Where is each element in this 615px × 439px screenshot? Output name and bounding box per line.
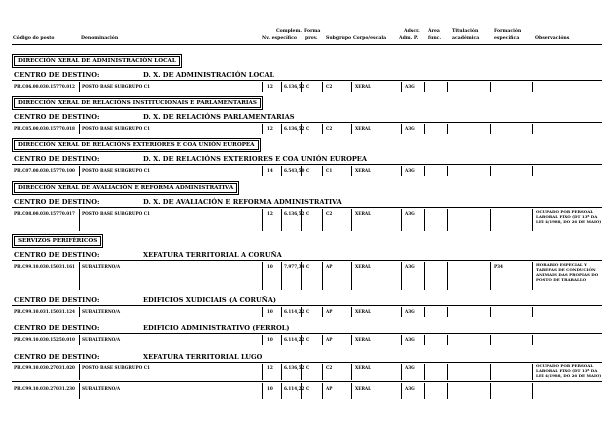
cell-divider (447, 335, 448, 345)
col-header-denominacion: Denominación (81, 36, 119, 41)
row-adscr: A3G (405, 168, 415, 173)
cell-divider (532, 124, 533, 134)
cell-divider (490, 335, 491, 345)
cell-divider (301, 335, 302, 345)
cell-divider (351, 124, 352, 134)
cell-divider (281, 262, 282, 290)
col-header-func: func. (428, 36, 442, 41)
cell-divider (351, 307, 352, 317)
row-denominacion: POSTO BASE SUBGRUPO C1 (82, 168, 151, 173)
cell-divider (447, 124, 448, 134)
row-complem: 6.136,52 (284, 211, 305, 216)
row-subgrupo: C2 (326, 211, 333, 216)
cell-divider (351, 262, 352, 290)
cell-divider (424, 307, 425, 317)
row-codigo: PR.C99.10.031.15031.124 (14, 309, 75, 314)
cell-divider (281, 82, 282, 92)
row-complem: 7.977,34 (284, 264, 305, 269)
cell-divider (351, 383, 352, 399)
cell-divider (301, 166, 302, 176)
cell-divider (301, 124, 302, 134)
row-adscr: A3G (405, 126, 415, 131)
row-adscr: A3G (405, 337, 415, 342)
cell-divider (262, 307, 263, 317)
cell-divider (262, 383, 263, 399)
row-subgrupo: AP (326, 337, 333, 342)
cell-divider (281, 124, 282, 134)
cell-divider (490, 383, 491, 399)
cell-divider (424, 209, 425, 231)
cell-divider (79, 364, 80, 380)
row-forma: C (306, 84, 310, 89)
cell-divider (322, 307, 323, 317)
cell-divider (281, 209, 282, 231)
cell-divider (490, 364, 491, 380)
row-forma: C (306, 168, 310, 173)
row-subgrupo: C2 (326, 126, 333, 131)
cell-divider (322, 383, 323, 399)
centro-label: CENTRO DE DESTINO: (14, 353, 100, 361)
row-forma: C (306, 309, 310, 314)
col-header-titulacion: Titulación (452, 29, 479, 34)
row-complem: 6.136,52 (284, 126, 305, 131)
row-forma: C (306, 264, 310, 269)
row-complem: 6.114,22 (284, 386, 305, 391)
cell-divider (424, 335, 425, 345)
cell-divider (322, 364, 323, 380)
row-codigo: PR.C99.10.030.15250.010 (14, 337, 75, 342)
cell-divider (79, 383, 80, 399)
cell-divider (79, 166, 80, 176)
row-adscr: A3G (405, 264, 415, 269)
centro-label: CENTRO DE DESTINO: (14, 324, 100, 332)
row-observacions: OCUPADO POR PERSOAL LABORAL FIXO (DT 13ª DA LEI 4/1988, DO 26 DE MAIO) (536, 209, 602, 224)
row-rule (12, 305, 602, 306)
cell-divider (490, 262, 491, 290)
row-rule (12, 122, 602, 123)
cell-divider (301, 364, 302, 380)
cell-divider (79, 82, 80, 92)
cell-divider (351, 335, 352, 345)
col-header-area: Área (428, 29, 440, 34)
centro-value: D. X. DE ADMINISTRACIÓN LOCAL (143, 71, 275, 79)
row-subgrupo: AP (326, 309, 333, 314)
row-denominacion: SUBALTERNO/A (82, 264, 121, 269)
row-denominacion: SUBALTERNO/A (82, 309, 121, 314)
row-formacion: P34 (494, 264, 503, 269)
row-observacions: OCUPADO POR PERSOAL LABORAL FIXO (DT 13ª DA LEI 4/1988, DO 26 DE MAIO) (536, 363, 602, 378)
col-header-observacions: Observacións (535, 36, 570, 41)
row-nivel: 12 (267, 126, 273, 131)
row-codigo: PR.C07.00.030.15770.100 (14, 168, 75, 173)
cell-divider (401, 383, 402, 399)
cell-divider (262, 262, 263, 290)
row-adscr: A3G (405, 84, 415, 89)
cell-divider (401, 364, 402, 380)
cell-divider (447, 364, 448, 380)
cell-divider (262, 364, 263, 380)
row-adscr: A3G (405, 365, 415, 370)
centro-label: CENTRO DE DESTINO: (14, 296, 100, 304)
cell-divider (301, 383, 302, 399)
row-rule (12, 362, 602, 363)
row-subgrupo: C2 (326, 84, 333, 89)
centro-label: CENTRO DE DESTINO: (14, 113, 100, 121)
row-nivel: 14 (267, 168, 273, 173)
row-corpo: XERAL (355, 84, 372, 89)
cell-divider (532, 166, 533, 176)
cell-divider (301, 209, 302, 231)
header-rule (12, 44, 602, 45)
row-rule (12, 333, 602, 334)
cell-divider (79, 209, 80, 231)
row-codigo: PR.C99.10.030.27031.020 (14, 365, 75, 370)
row-codigo: PR.C06.00.030.15770.012 (14, 84, 75, 89)
cell-divider (447, 383, 448, 399)
col-header-complem: Complem. (276, 29, 302, 34)
cell-divider (79, 335, 80, 345)
col-header-adscr: Adscr. (404, 29, 420, 34)
col-header-formacion: Formación (494, 29, 522, 34)
row-subgrupo: AP (326, 386, 333, 391)
cell-divider (532, 209, 533, 231)
row-forma: C (306, 126, 310, 131)
col-header-academica: académica (452, 36, 480, 41)
cell-divider (447, 166, 448, 176)
cell-divider (447, 307, 448, 317)
centro-value: D. X. DE RELACIÓNS PARLAMENTARIAS (143, 113, 295, 121)
row-adscr: A3G (405, 309, 415, 314)
cell-divider (447, 82, 448, 92)
cell-divider (424, 166, 425, 176)
centro-value: EDIFICIO ADMINISTRATIVO (FERROL) (143, 324, 290, 332)
row-forma: C (306, 386, 310, 391)
cell-divider (401, 335, 402, 345)
section-title: DIRECCIÓN XERAL DE RELACIÓNS EXTERIORES E COA UNIÓN EUROPEA (14, 140, 259, 150)
row-nivel: 12 (267, 365, 273, 370)
row-rule (12, 207, 602, 208)
cell-divider (532, 262, 533, 290)
cell-divider (322, 166, 323, 176)
cell-divider (424, 262, 425, 290)
cell-divider (262, 82, 263, 92)
cell-divider (490, 307, 491, 317)
centro-label: CENTRO DE DESTINO: (14, 155, 100, 163)
cell-divider (401, 166, 402, 176)
cell-divider (532, 383, 533, 399)
centro-value: EDIFICIOS XUDICIAIS (A CORUÑA) (143, 296, 277, 304)
section-title: DIRECCIÓN XERAL DE ADMINISTRACIÓN LOCAL (14, 56, 180, 66)
row-nivel: 10 (267, 264, 273, 269)
row-codigo: PR.C08.00.030.15770.017 (14, 211, 75, 216)
row-observacions: HORARIO ESPECIAL Y TAREFAS DE CONDUCIÓN ANIMAIS DAS PROPIAS DO POSTO DE TRABALLO (536, 262, 599, 282)
row-subgrupo: C2 (326, 365, 333, 370)
row-nivel: 10 (267, 337, 273, 342)
cell-divider (401, 262, 402, 290)
row-complem: 6.114,22 (284, 309, 305, 314)
row-corpo: XERAL (355, 168, 372, 173)
row-corpo: XERAL (355, 211, 372, 216)
row-denominacion: POSTO BASE SUBGRUPO C1 (82, 84, 151, 89)
centro-label: CENTRO DE DESTINO: (14, 198, 100, 206)
row-complem: 6.543,50 (284, 168, 305, 173)
row-rule (12, 80, 602, 81)
cell-divider (490, 82, 491, 92)
cell-divider (322, 335, 323, 345)
section-title: DIRECCIÓN XERAL DE AVALIACIÓN E REFORMA ADMINISTRATIVA (14, 183, 237, 193)
cell-divider (351, 82, 352, 92)
cell-divider (424, 364, 425, 380)
cell-divider (401, 209, 402, 231)
centro-label: CENTRO DE DESTINO: (14, 251, 100, 259)
cell-divider (79, 124, 80, 134)
col-header-corpo: Corpo/escala (353, 36, 387, 41)
row-forma: C (306, 337, 310, 342)
col-header-adm: Adm. P. (399, 36, 419, 41)
row-rule (12, 164, 602, 165)
cell-divider (351, 364, 352, 380)
col-header-prov: prov. (305, 36, 318, 41)
row-corpo: XERAL (355, 386, 372, 391)
row-denominacion: POSTO BASE SUBGRUPO C1 (82, 365, 151, 370)
row-denominacion: SUBALTERNO/A (82, 386, 121, 391)
row-subgrupo: C1 (326, 168, 333, 173)
cell-divider (490, 209, 491, 231)
cell-divider (322, 209, 323, 231)
col-header-subgrupo: Subgrupo (326, 36, 352, 41)
row-corpo: XERAL (355, 337, 372, 342)
row-codigo: PR.C99.10.030.15031.161 (14, 264, 75, 269)
row-rule (12, 260, 602, 261)
centro-value: D. X. DE RELACIÓNS EXTERIORES E COA UNIÓN EUROPEA (143, 155, 367, 163)
cell-divider (79, 262, 80, 290)
cell-divider (262, 335, 263, 345)
cell-divider (281, 335, 282, 345)
row-subgrupo: AP (326, 264, 333, 269)
cell-divider (401, 124, 402, 134)
cell-divider (424, 383, 425, 399)
row-complem: 6.136,52 (284, 84, 305, 89)
row-corpo: XERAL (355, 365, 372, 370)
row-codigo: PR.C05.00.030.15770.018 (14, 126, 75, 131)
col-header-codigo: Código do posto (13, 36, 55, 41)
cell-divider (301, 262, 302, 290)
cell-divider (532, 307, 533, 317)
cell-divider (401, 82, 402, 92)
cell-divider (262, 124, 263, 134)
cell-divider (281, 364, 282, 380)
row-denominacion: POSTO BASE SUBGRUPO C1 (82, 126, 151, 131)
row-corpo: XERAL (355, 264, 372, 269)
cell-divider (79, 307, 80, 317)
row-denominacion: POSTO BASE SUBGRUPO C1 (82, 211, 151, 216)
row-forma: C (306, 365, 310, 370)
row-adscr: A3G (405, 386, 415, 391)
cell-divider (301, 307, 302, 317)
cell-divider (322, 124, 323, 134)
row-adscr: A3G (405, 211, 415, 216)
cell-divider (532, 82, 533, 92)
cell-divider (262, 209, 263, 231)
centro-value: XEFATURA TERRITORIAL LUGO (143, 353, 263, 361)
col-header-forma: Forma (304, 29, 321, 34)
col-header-nivel: Nv. específico (262, 36, 297, 41)
cell-divider (322, 82, 323, 92)
row-corpo: XERAL (355, 309, 372, 314)
section-title: SERVIZOS PERIFÉRICOS (14, 236, 101, 246)
cell-divider (401, 307, 402, 317)
row-denominacion: SUBALTERNO/A (82, 337, 121, 342)
row-forma: C (306, 211, 310, 216)
cell-divider (351, 209, 352, 231)
cell-divider (490, 124, 491, 134)
cell-divider (262, 166, 263, 176)
cell-divider (447, 209, 448, 231)
row-nivel: 12 (267, 84, 273, 89)
cell-divider (301, 82, 302, 92)
row-codigo: PR.C99.10.030.27031.230 (14, 386, 75, 391)
cell-divider (532, 335, 533, 345)
row-complem: 6.136,52 (284, 365, 305, 370)
cell-divider (490, 166, 491, 176)
centro-label: CENTRO DE DESTINO: (14, 71, 100, 79)
cell-divider (281, 383, 282, 399)
cell-divider (351, 166, 352, 176)
centro-value: D. X. DE AVALIACIÓN E REFORMA ADMINISTRATIVA (143, 198, 342, 206)
col-header-especifica: específica (494, 36, 520, 41)
section-title: DIRECCIÓN XERAL DE RELACIÓNS INSTITUCIONAIS E PARLAMENTARIAS (14, 98, 261, 108)
row-nivel: 10 (267, 386, 273, 391)
cell-divider (281, 307, 282, 317)
centro-value: XEFATURA TERRITORIAL A CORUÑA (143, 251, 282, 259)
row-nivel: 10 (267, 309, 273, 314)
cell-divider (447, 262, 448, 290)
cell-divider (424, 124, 425, 134)
row-corpo: XERAL (355, 126, 372, 131)
row-nivel: 12 (267, 211, 273, 216)
row-complem: 6.114,22 (284, 337, 305, 342)
cell-divider (281, 166, 282, 176)
cell-divider (532, 364, 533, 380)
cell-divider (424, 82, 425, 92)
cell-divider (322, 262, 323, 290)
row-rule (12, 381, 602, 382)
